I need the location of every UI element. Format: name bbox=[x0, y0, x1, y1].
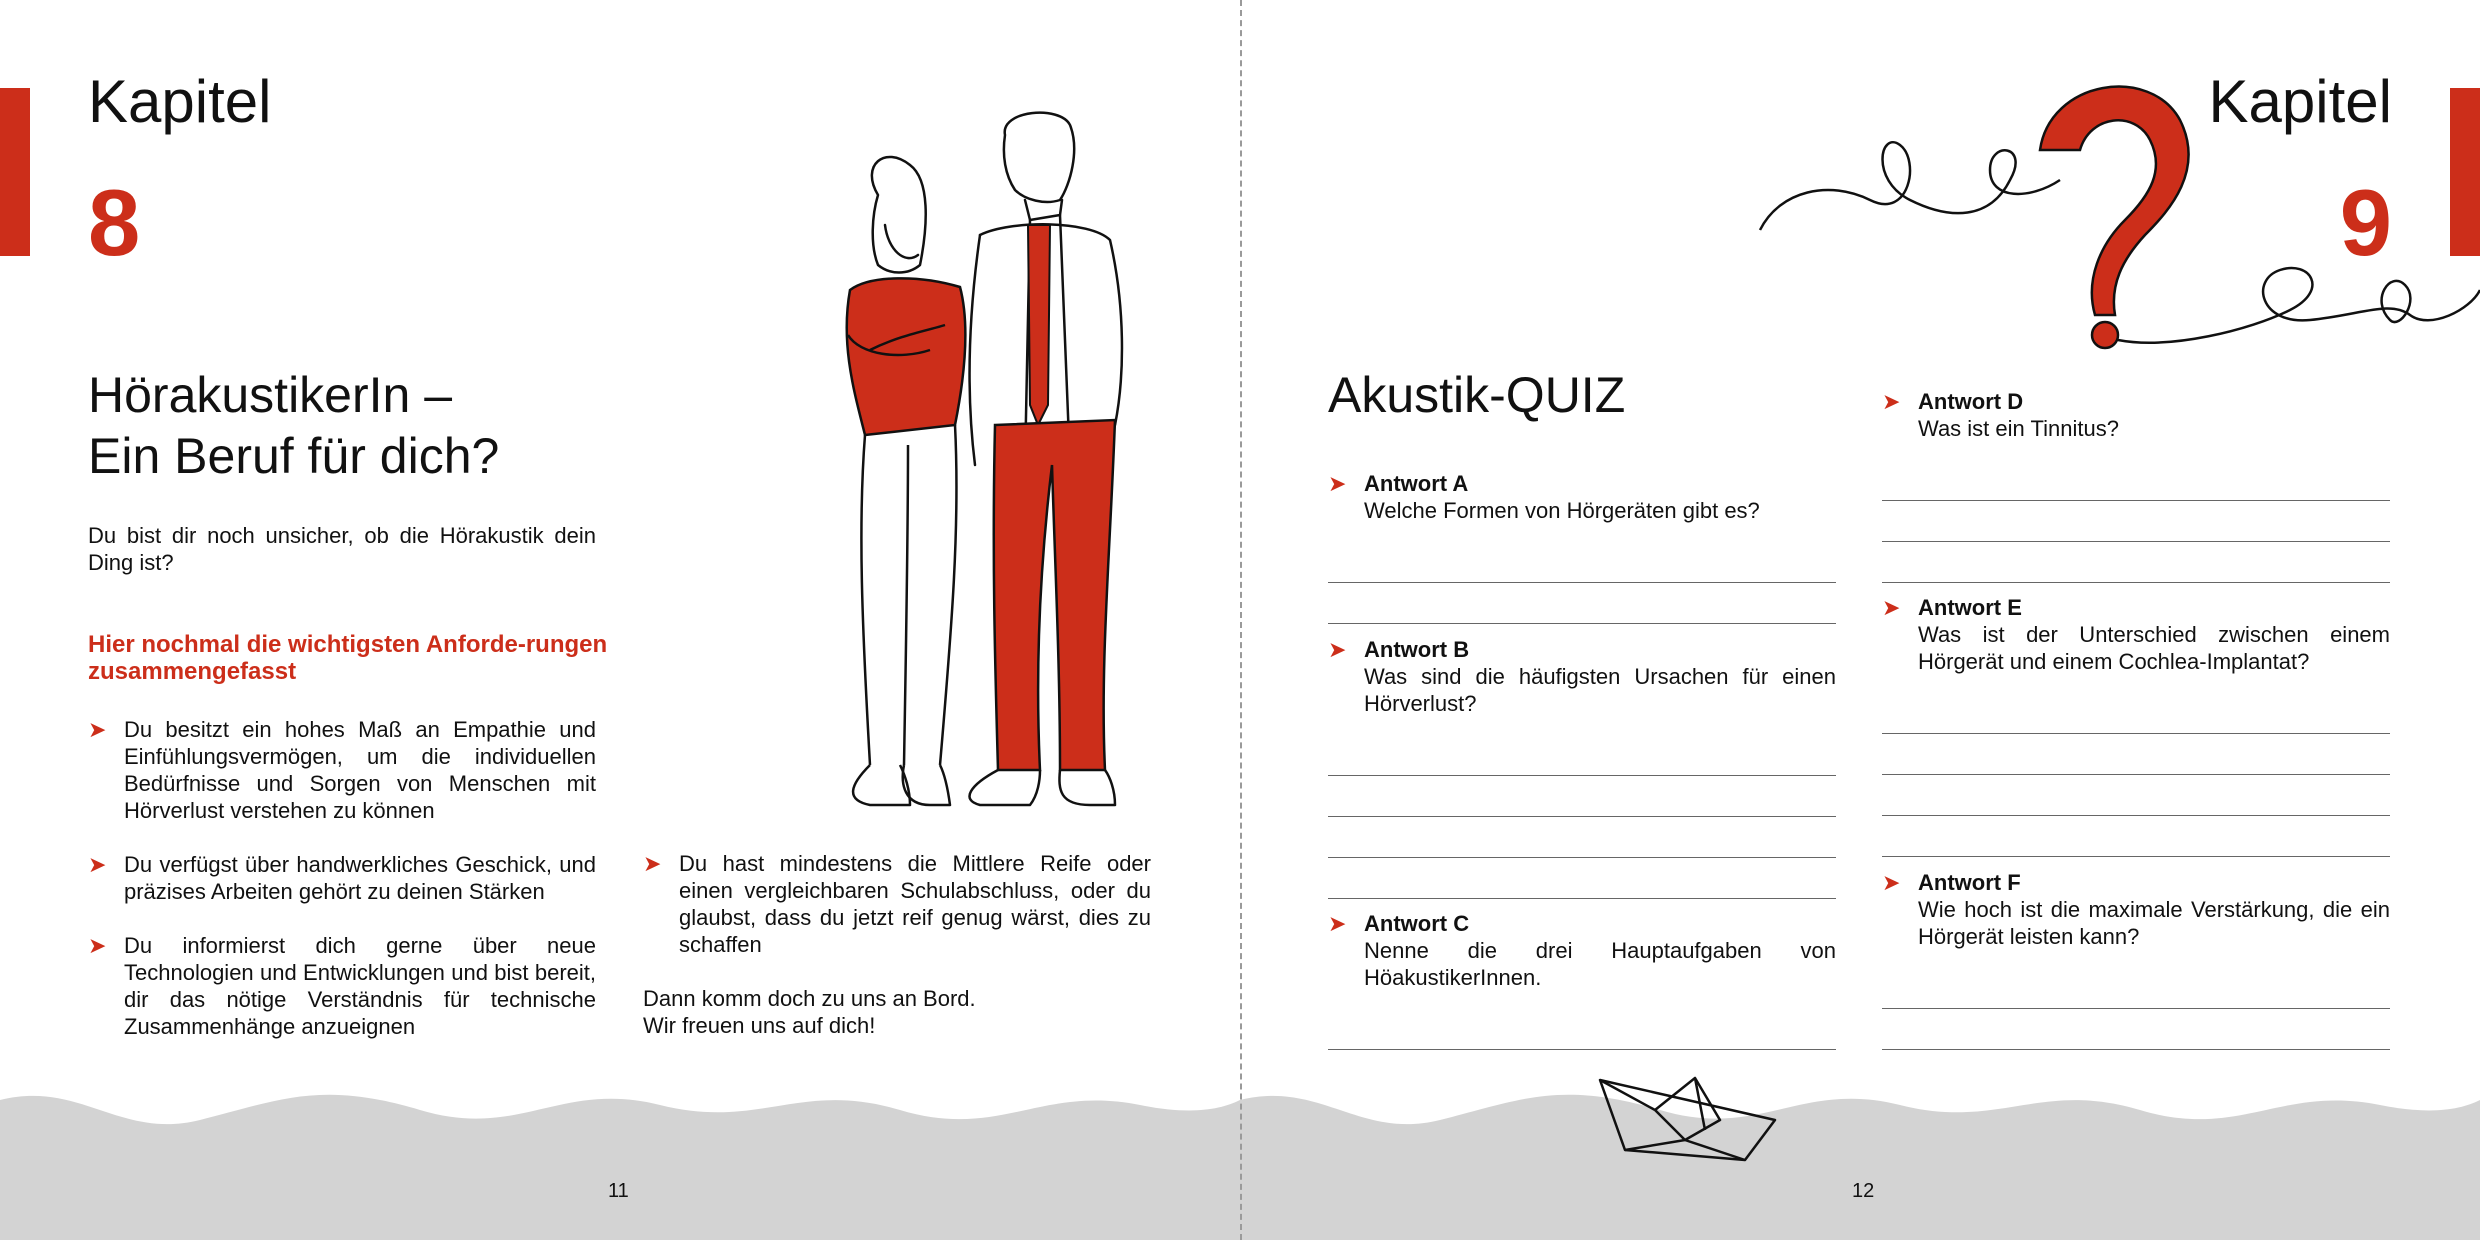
question-label: Antwort A bbox=[1364, 471, 1469, 496]
quiz-question-e bbox=[1882, 594, 2390, 857]
answer-lines[interactable] bbox=[1328, 735, 1836, 899]
arrow-bullet-icon: ➤ bbox=[88, 717, 107, 742]
quiz-question-d bbox=[1882, 388, 2390, 583]
list-item bbox=[88, 932, 596, 1040]
quiz-question-f bbox=[1882, 869, 2390, 1050]
answer-lines[interactable] bbox=[1882, 693, 2390, 857]
page-number: 12 bbox=[1852, 1180, 1875, 1202]
question-label: Antwort D bbox=[1918, 389, 2024, 414]
right-page bbox=[1240, 0, 2480, 1240]
question-text: Was sind die häufigsten Ursachen für einen Hörverlust? bbox=[1364, 664, 1836, 716]
question-label: Antwort F bbox=[1918, 870, 2021, 895]
chapter-label: Kapitel bbox=[88, 68, 272, 135]
title-line-2: Ein Beruf für dich? bbox=[88, 428, 500, 484]
requirements-list-2 bbox=[643, 850, 1151, 985]
closing-line-1: Dann komm doch zu uns an Bord. bbox=[643, 986, 976, 1011]
chapter-accent-bar bbox=[2450, 88, 2480, 256]
quiz-question-b bbox=[1328, 636, 1836, 899]
question-text: Welche Formen von Hörgeräten gibt es? bbox=[1364, 498, 1760, 523]
couple-illustration bbox=[770, 105, 1170, 825]
answer-lines[interactable] bbox=[1328, 542, 1836, 624]
answer-lines[interactable] bbox=[1882, 460, 2390, 583]
wave-decoration bbox=[0, 1080, 1240, 1240]
closing-text bbox=[643, 985, 1163, 1039]
question-label: Antwort C bbox=[1364, 911, 1470, 936]
arrow-bullet-icon: ➤ bbox=[1328, 911, 1347, 936]
book-spine bbox=[1240, 0, 1242, 1240]
intro-text: Du bist dir noch unsicher, ob die Hörakustik dein Ding ist? bbox=[88, 523, 596, 575]
page-title bbox=[88, 365, 499, 487]
requirements-list-1 bbox=[88, 716, 596, 1067]
list-item bbox=[643, 850, 1151, 958]
quiz-question-c bbox=[1328, 910, 1836, 1050]
list-item-text: Du hast mindestens die Mittlere Reife oder einen vergleichbaren Schulabschluss, oder du glaubst, dass du jetzt reif genug wärst, dies zu schaffen bbox=[679, 851, 1151, 957]
question-text: Wie hoch ist die maximale Verstärkung, die ein Hörgerät leisten kann? bbox=[1918, 897, 2390, 949]
list-item-text: Du informierst dich gerne über neue Technologien und Entwicklungen und bist bereit, dir das nötige Verständnis für technische Zusammenhänge anzueignen bbox=[124, 933, 596, 1039]
requirements-subheading: Hier nochmal die wichtigsten Anforde-rungen zusammengefasst bbox=[88, 631, 608, 685]
arrow-bullet-icon: ➤ bbox=[1882, 870, 1901, 895]
list-item bbox=[88, 851, 596, 905]
arrow-bullet-icon: ➤ bbox=[88, 852, 107, 877]
chapter-number: 9 bbox=[2339, 170, 2392, 275]
arrow-bullet-icon: ➤ bbox=[88, 933, 107, 958]
question-text: Was ist ein Tinnitus? bbox=[1918, 416, 2119, 441]
chapter-label: Kapitel bbox=[2208, 68, 2392, 135]
arrow-bullet-icon: ➤ bbox=[643, 851, 662, 876]
quiz-title: Akustik-QUIZ bbox=[1328, 367, 1626, 423]
question-text: Was ist der Unterschied zwischen einem Hörgerät und einem Cochlea-Implantat? bbox=[1918, 622, 2390, 674]
page-number: 11 bbox=[608, 1180, 629, 1202]
title-line-1: HörakustikerIn – bbox=[88, 367, 453, 423]
question-label: Antwort E bbox=[1918, 595, 2022, 620]
arrow-bullet-icon: ➤ bbox=[1882, 389, 1901, 414]
list-item-text: Du besitzt ein hohes Maß an Empathie und Einfühlungsvermögen, um die individuellen Bedürfnisse und Sorgen von Menschen mit Hörverlust verstehen zu können bbox=[124, 717, 596, 823]
closing-line-2: Wir freuen uns auf dich! bbox=[643, 1013, 876, 1038]
chapter-accent-bar bbox=[0, 88, 30, 256]
answer-lines[interactable] bbox=[1882, 968, 2390, 1050]
quiz-question-a bbox=[1328, 470, 1836, 624]
list-item-text: Du verfügst über handwerkliches Geschick, und präzises Arbeiten gehört zu deinen Stärken bbox=[124, 852, 596, 904]
answer-lines[interactable] bbox=[1328, 1009, 1836, 1050]
wave-decoration bbox=[1240, 1080, 2480, 1240]
list-item bbox=[88, 716, 596, 824]
arrow-bullet-icon: ➤ bbox=[1328, 637, 1347, 662]
question-label: Antwort B bbox=[1364, 637, 1470, 662]
question-text: Nenne die drei Hauptaufgaben von HöakustikerInnen. bbox=[1364, 938, 1836, 990]
arrow-bullet-icon: ➤ bbox=[1882, 595, 1901, 620]
chapter-number: 8 bbox=[88, 170, 141, 275]
paper-boat-illustration bbox=[1595, 1070, 1785, 1170]
arrow-bullet-icon: ➤ bbox=[1328, 471, 1347, 496]
